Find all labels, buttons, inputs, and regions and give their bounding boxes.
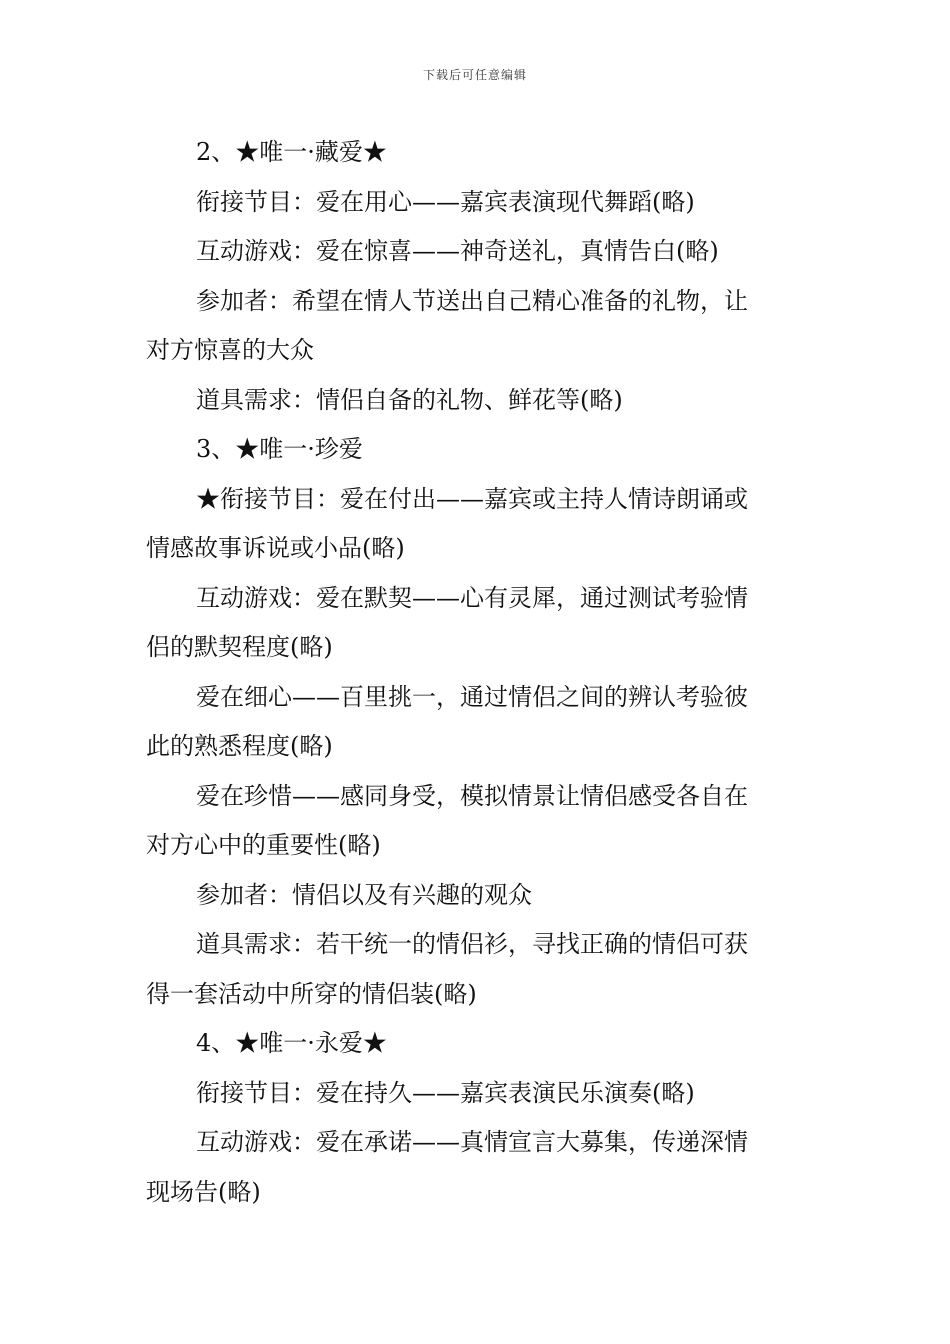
- paragraph: 道具需求：情侣自备的礼物、鲜花等(略): [196, 385, 623, 414]
- paragraph: 互动游戏：爱在默契——心有灵犀，通过测试考验情 侣的默契程度(略): [146, 583, 748, 661]
- paragraph: 衔接节目：爱在持久——嘉宾表演民乐演奏(略): [196, 1078, 695, 1107]
- paragraph: 衔接节目：爱在用心——嘉宾表演现代舞蹈(略): [196, 187, 695, 216]
- paragraph: 爱在细心——百里挑一，通过情侣之间的辨认考验彼 此的熟悉程度(略): [146, 682, 748, 760]
- paragraph: 参加者：情侣以及有兴趣的观众: [196, 880, 532, 909]
- paragraph: 2、★唯一·藏爱★: [196, 138, 387, 166]
- paragraph: 互动游戏：爱在承诺——真情宣言大募集，传递深情 现场告(略): [146, 1128, 748, 1206]
- paragraph: 爱在珍惜——感同身受，模拟情景让情侣感受各自在 对方心中的重要性(略): [146, 781, 748, 859]
- paragraph: 4、★唯一·永爱★: [196, 1029, 387, 1057]
- document-body: [146, 128, 808, 1217]
- paragraph: 道具需求：若干统一的情侣衫，寻找正确的情侣可获 得一套活动中所穿的情侣装(略): [146, 930, 748, 1008]
- paragraph: 互动游戏：爱在惊喜——神奇送礼，真情告白(略): [196, 237, 719, 265]
- page-header: 下载后可任意编辑: [422, 68, 527, 82]
- paragraph: 参加者：希望在情人节送出自己精心准备的礼物，让 对方惊喜的大众: [146, 286, 748, 364]
- paragraph: ★衔接节目：爱在付出——嘉宾或主持人情诗朗诵或 情感故事诉说或小品(略): [146, 484, 748, 562]
- paragraph: 3、★唯一·珍爱: [196, 435, 363, 463]
